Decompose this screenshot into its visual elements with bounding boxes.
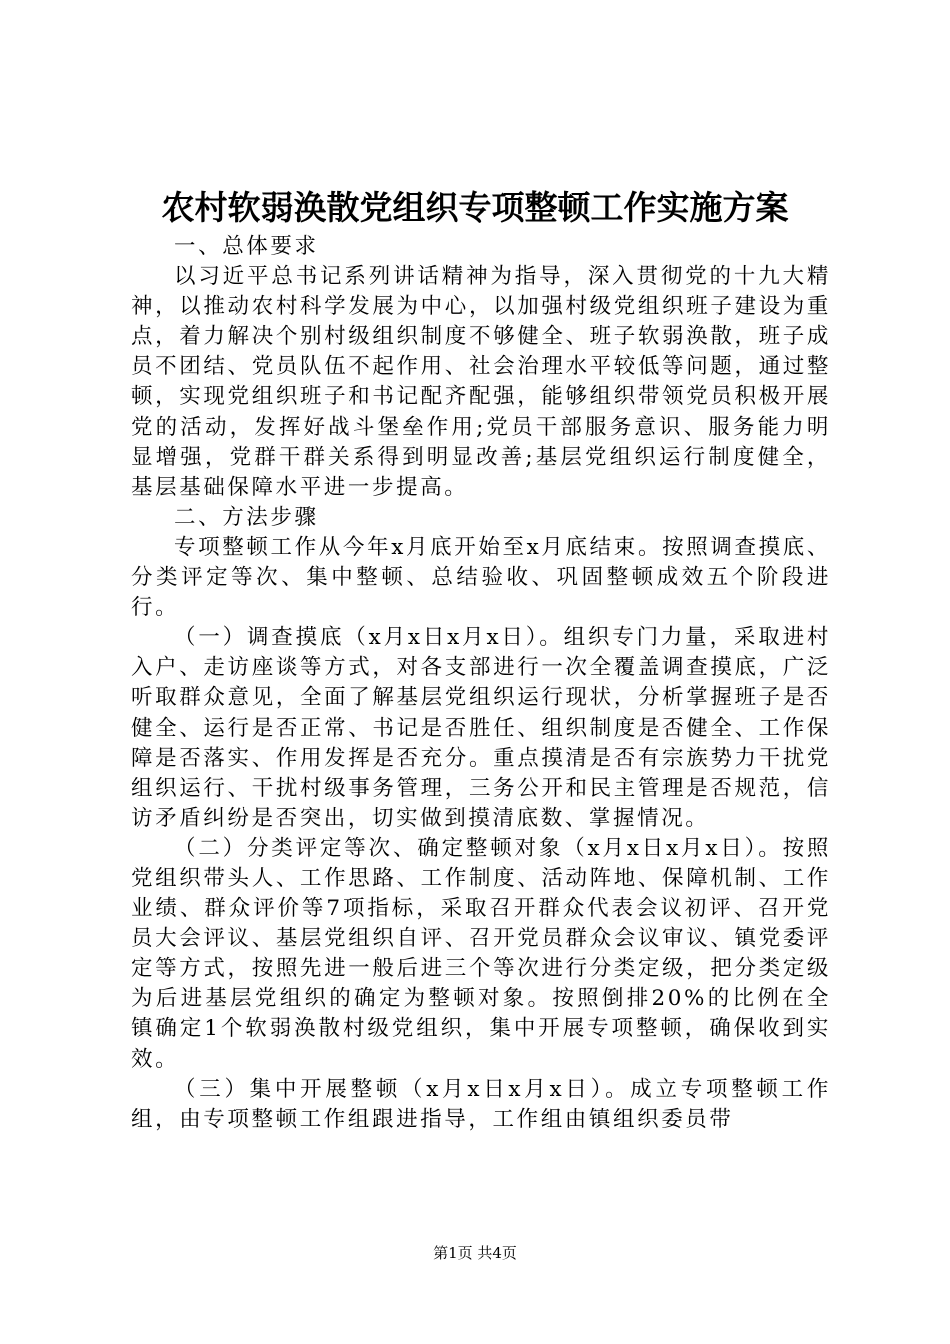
paragraph-step-investigation: （一）调查摸底（x月x日x月x日）。组织专门力量，采取进村入户、走访座谈等方式，对各支部进行一次全覆盖调查摸底，广泛听取群众意见，全面了解基层党组织运行现状，分析掌握班子是否健全、运行是否正常、书记是否胜任、组织制度是否健全、工作保障是否落实、作用发挥是否充分。重点摸清是否有宗族势力干扰党组织运行、干扰村级事务管理，三务公开和民主管理是否规范，信访矛盾纠纷是否突出，切实做到摸清底数、掌握情况。 [131,625,831,831]
document-body [131,232,831,1135]
page-number-footer: 第1页 共4页 [433,1244,517,1262]
document-title: 农村软弱涣散党组织专项整顿工作实施方案 [161,188,789,227]
section-heading-methods-steps: 二、方法步骤 [174,504,319,530]
paragraph-step-rectification: （三）集中开展整顿（x月x日x月x日）。成立专项整顿工作组，由专项整顿工作组跟进指导，工作组由镇组织委员带 [131,1076,831,1132]
paragraph-step-classification: （二）分类评定等次、确定整顿对象（x月x日x月x日）。按照党组织带头人、工作思路、工作制度、活动阵地、保障机制、工作业绩、群众评价等7项指标，采取召开群众代表会议初评、召开党员大会评议、基层党组织自评、召开党员群众会议审议、镇党委评定等方式，按照先进一般后进三个等次进行分类定级，把分类定级为后进基层党组织的确定为整顿对象。按照倒排20%的比例在全镇确定1个软弱涣散村级党组织，集中开展专项整顿，确保收到实效。 [131,835,831,1072]
section-heading-general-requirements: 一、总体要求 [174,234,319,259]
paragraph-schedule-overview: 专项整顿工作从今年x月底开始至x月底结束。按照调查摸底、分类评定等次、集中整顿、总结验收、巩固整顿成效五个阶段进行。 [131,534,831,621]
paragraph-general-requirements: 以习近平总书记系列讲话精神为指导，深入贯彻党的十九大精神，以推动农村科学发展为中心，以加强村级党组织班子建设为重点，着力解决个别村级组织制度不够健全、班子软弱涣散，班子成员不团结、党员队伍不起作用、社会治理水平较低等问题，通过整顿，实现党组织班子和书记配齐配强，能够组织带领党员积极开展党的活动，发挥好战斗堡垒作用;党员干部服务意识、服务能力明显增强，党群干群关系得到明显改善;基层党组织运行制度健全，基层基础保障水平进一步提高。 [131,264,831,500]
